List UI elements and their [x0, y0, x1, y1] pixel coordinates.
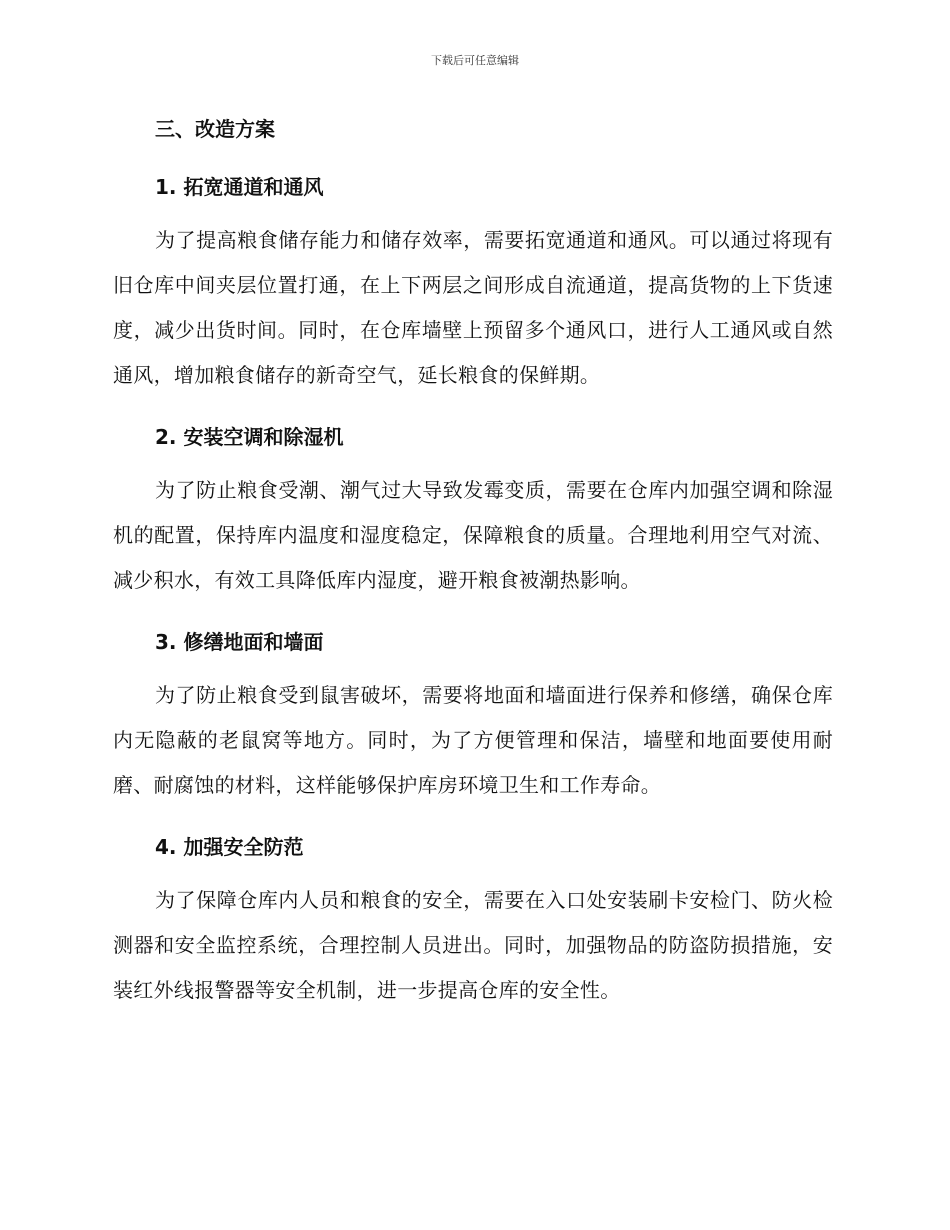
subsection-paragraph-2: 为了防止粮食受潮、潮气过大导致发霉变质，需要在仓库内加强空调和除湿机的配置，保持库内温度和湿度稳定，保障粮食的质量。合理地利用空气对流、减少积水，有效工具降低库内湿度，避开粮食被潮热影响。	[113, 478, 833, 592]
subsection-title-4: 4. 加强安全防范	[155, 835, 304, 859]
subsection-paragraph-4: 为了保障仓库内人员和粮食的安全，需要在入口处安装刷卡安检门、防火检测器和安全监控系统，合理控制人员进出。同时，加强物品的防盗防损措施，安装红外线报警器等安全机制，进一步提高仓库的安全性。	[113, 888, 833, 1002]
page-header-note: 下载后可任意编辑	[431, 54, 519, 67]
section-heading: 三、改造方案	[155, 117, 275, 141]
document-body	[113, 110, 833, 1013]
subsection-title-2: 2. 安装空调和除湿机	[155, 425, 344, 449]
subsection-title-3: 3. 修缮地面和墙面	[155, 630, 324, 654]
subsection-paragraph-3: 为了防止粮食受到鼠害破坏，需要将地面和墙面进行保养和修缮，确保仓库内无隐蔽的老鼠窝等地方。同时，为了方便管理和保洁，墙壁和地面要使用耐磨、耐腐蚀的材料，这样能够保护库房环境卫生和工作寿命。	[113, 683, 833, 797]
subsection-title-1: 1. 拓宽通道和通风	[155, 175, 324, 199]
subsection-paragraph-1: 为了提高粮食储存能力和储存效率，需要拓宽通道和通风。可以通过将现有旧仓库中间夹层位置打通，在上下两层之间形成自流通道，提高货物的上下货速度，减少出货时间。同时，在仓库墙壁上预留多个通风口，进行人工通风或自然通风，增加粮食储存的新奇空气，延长粮食的保鲜期。	[113, 228, 833, 387]
